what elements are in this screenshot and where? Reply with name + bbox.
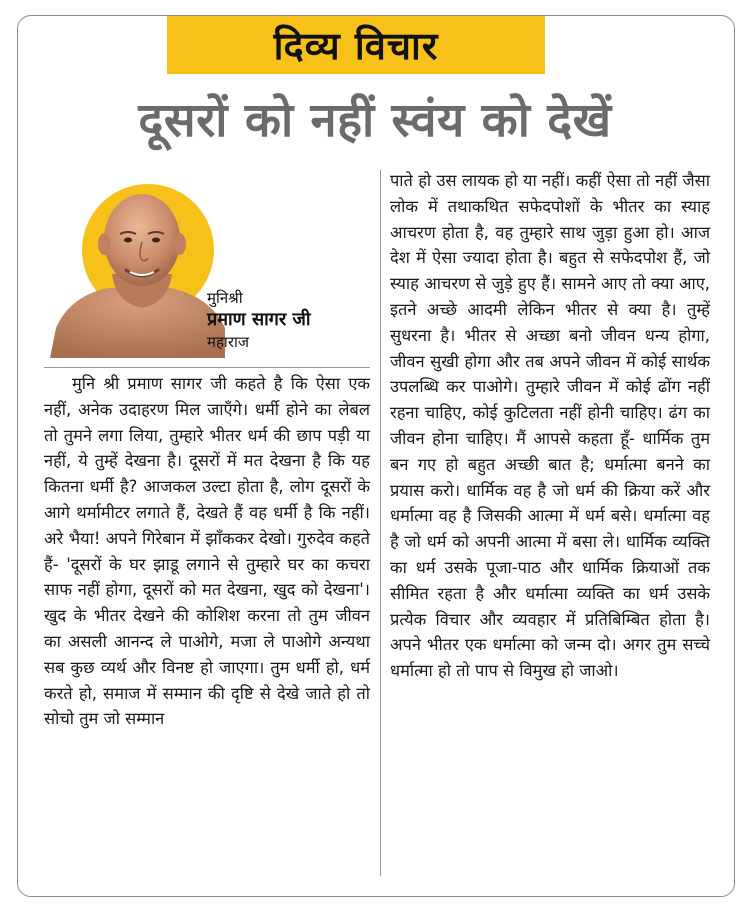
author-suffix: महाराज	[207, 333, 249, 351]
byline-separator-rule	[44, 367, 370, 368]
author-portrait-photo	[50, 178, 225, 358]
article-body-right-column: पाते हो उस लायक हो या नहीं। कहीं ऐसा तो नहीं जैसा लोक में तथाकथित सफेदपोशों के भीतर का स्याह आचरण होता है, वह तुम्हारे साथ जुड़ा हुआ हो। आज देश में ऐसा ज्यादा होता है। बहुत से सफेदपोश हैं, जो स्याह आचरण से जुड़े हुए हैं। सामने आए तो क्या आए, इतने अच्छे आदमी लेकिन भीतर से क्या है। तुम्हें सुधरना है। भीतर से अच्छा बनो जीवन धन्य होगा, जीवन सुखी होगा और तब अपने जीवन में कोई सार्थक उपलब्धि कर पाओगे। तुम्हारे जीवन में कोई ढोंग नहीं रहना चाहिए, कोई कुटिलता नहीं होनी चाहिए। ढंग का जीवन होना चाहिए। मैं आपसे कहता हूँ- धार्मिक तुम बन गए हो बहुत अच्छी बात है; धर्मात्मा बनने का प्रयास करो। धार्मिक वह है जो धर्म की क्रिया करें और धर्मात्मा वह है जिसकी आत्मा में धर्म बसे। धर्मात्मा वह है जो धर्म को अपनी आत्मा में बसा ले। धार्मिक व्यक्ति का धर्म उसके पूजा-पाठ और धार्मिक क्रियाओं तक सीमित रहता है और धर्मात्मा व्यक्ति का धर्म उसके प्रत्येक विचार और व्यवहार में प्रतिबिम्बित होता है। अपने भीतर एक धर्मात्मा को जन्म दो। अगर तुम सच्चे धर्मात्मा हो तो पाप से विमुख हो जाओ।	[390, 171, 710, 681]
article-body-left-column: मुनि श्री प्रमाण सागर जी कहते है कि ऐसा एक नहीं, अनेक उदाहरण मिल जाएँगे। धर्मी होने का लेबल तो तुमने लगा लिया, तुम्हारे भीतर धर्म की छाप पड़ी या नहीं, ये तुम्हें देखना है। दूसरों में मत देखना है कि यह कितना धर्मी है? आजकल उल्टा होता है, लोग दूसरों के आगे थर्मामीटर लगाते हैं, देखते हैं वह धर्मी है कि नहीं। अरे भैया! अपने गिरेबान में झाँककर देखो। गुरुदेव कहते हैं- 'दूसरों के घर झाडू लगाने से तुम्हारे घर का कचरा साफ नहीं होगा, दूसरों को मत देखना, खुद को देखना'। खुद के भीतर देखने की कोशिश करना तो तुम जीवन का असली आनन्द ले पाओगे, मजा ले पाओगे अन्यथा सब कुछ व्यर्थ और विनष्ट हो जाएगा। तुम धर्मी हो, धर्म करते हो, समाज में सम्मान की दृष्टि से देखे जाते हो तो सोचो तुम जो सम्मान	[44, 374, 370, 729]
portrait-head	[104, 194, 180, 286]
article-headline: दूसरों को नहीं स्वंय को देखें	[138, 93, 612, 148]
column-divider-rule	[380, 170, 381, 876]
column-kicker-banner	[167, 16, 545, 74]
author-prefix: मुनिश्री	[207, 289, 243, 307]
author-byline	[207, 288, 377, 352]
author-name: प्रमाण सागर जी	[207, 309, 311, 330]
kicker-label: दिव्य विचार	[273, 24, 439, 68]
